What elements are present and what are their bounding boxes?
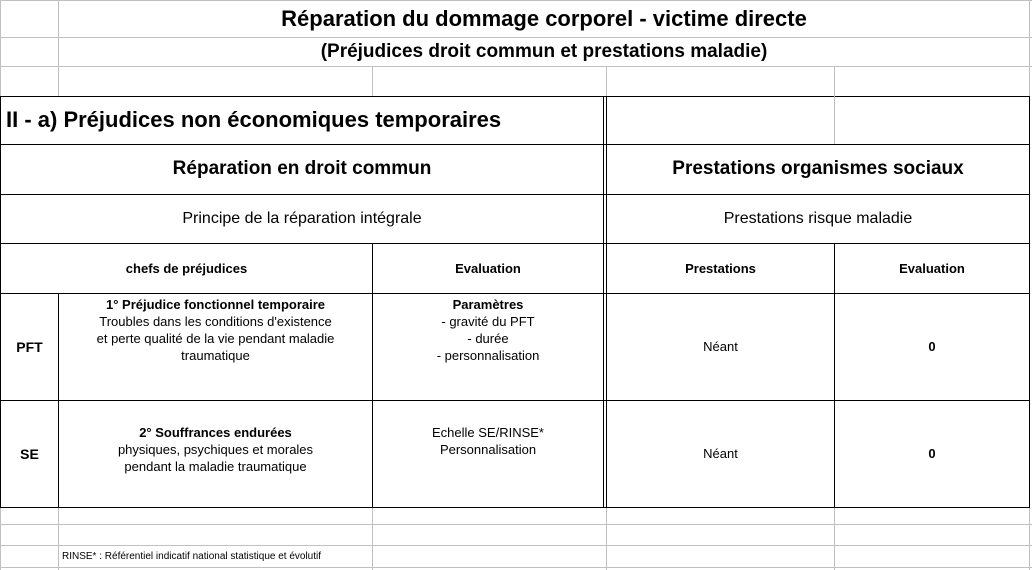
row-prestation: Néant	[703, 339, 738, 355]
eval-line: Personnalisation	[439, 442, 537, 457]
eval-title: Paramètres	[452, 297, 524, 312]
row-evaluation	[373, 294, 603, 400]
section-title: II - a) Préjudices non économiques temporaires	[6, 107, 502, 133]
row-evaluation	[373, 401, 603, 507]
row-desc-line: et perte qualité de la vie pendant maladie	[96, 331, 335, 346]
row-desc-line: pendant la maladie traumatique	[124, 459, 307, 474]
row-desc-line: Troubles dans les conditions d'existence	[99, 314, 332, 329]
eval-line: - durée	[467, 331, 509, 346]
left-principle: Principe de la réparation intégrale	[182, 210, 422, 228]
row-description	[59, 401, 372, 507]
column-header-prestations: Prestations	[685, 260, 756, 276]
eval-line: - personnalisation	[436, 348, 540, 363]
row-title: 1° Préjudice fonctionnel temporaire	[105, 297, 326, 312]
right-group-header: Prestations organismes sociaux	[672, 158, 964, 180]
row-code: SE	[20, 445, 39, 462]
footnote: RINSE* : Référentiel indicatif national statistique et évolutif	[62, 550, 322, 562]
eval-line: - gravité du PFT	[441, 314, 535, 329]
row-description	[59, 294, 372, 400]
row-title: 2° Souffrances endurées	[139, 425, 292, 440]
row-desc-line: physiques, psychiques et morales	[117, 442, 314, 457]
column-header-evaluation-social: Evaluation	[899, 260, 965, 276]
row-amount: 0	[928, 446, 936, 462]
row-code: PFT	[16, 338, 43, 355]
row-desc-line: traumatique	[181, 348, 250, 363]
column-header-chefs: chefs de préjudices	[125, 260, 248, 276]
right-principle: Prestations risque maladie	[723, 210, 913, 228]
page-subtitle: (Préjudices droit commun et prestations maladie)	[320, 40, 768, 62]
row-prestation: Néant	[703, 446, 738, 462]
page-title: Réparation du dommage corporel - victime directe	[281, 5, 807, 31]
eval-line: Echelle SE/RINSE*	[432, 425, 544, 440]
column-header-evaluation: Evaluation	[455, 260, 521, 276]
left-group-header: Réparation en droit commun	[172, 158, 432, 180]
row-amount: 0	[928, 339, 936, 355]
